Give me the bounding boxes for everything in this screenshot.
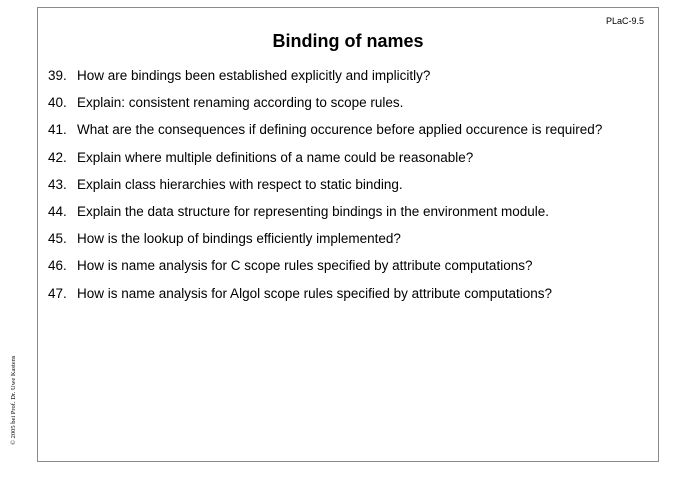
question-item-42	[48, 150, 654, 177]
question-number: 43.	[48, 176, 67, 192]
question-number: 47.	[48, 285, 67, 301]
question-text: How is the lookup of bindings efficiently implemented?	[77, 231, 401, 247]
question-text: How is name analysis for Algol scope rules specified by attribute computations?	[77, 285, 552, 301]
question-text: Explain: consistent renaming according to scope rules.	[77, 95, 404, 111]
question-text: Explain the data structure for representing bindings in the environment module.	[77, 203, 550, 219]
question-text: What are the consequences if defining occurence before applied occurence is required?	[77, 122, 603, 138]
slide-title: Binding of names	[272, 31, 424, 51]
question-number: 40.	[48, 95, 67, 111]
question-number: 45.	[48, 231, 67, 247]
question-number: 41.	[48, 122, 67, 138]
question-item-44	[48, 204, 654, 231]
question-text: Explain class hierarchies with respect to static binding.	[77, 176, 403, 192]
question-number: 39.	[48, 68, 67, 83]
question-number: 46.	[48, 258, 67, 274]
question-list	[48, 68, 654, 313]
question-text: How are bindings been established explicitly and implicitly?	[77, 68, 431, 83]
slide-id: PLaC-9.5	[605, 16, 644, 26]
question-item-47	[48, 286, 654, 313]
question-item-40	[48, 95, 654, 122]
slide-frame	[37, 7, 659, 462]
question-text: Explain where multiple definitions of a name could be reasonable?	[77, 149, 474, 165]
question-number: 44.	[48, 203, 67, 219]
question-item-43	[48, 177, 654, 204]
question-item-41	[48, 122, 654, 149]
question-item-39	[48, 68, 654, 95]
question-text: How is name analysis for C scope rules specified by attribute computations?	[77, 258, 533, 274]
copyright-notice: © 2005 bei Prof. Dr. Uwe Kastens	[10, 355, 17, 445]
question-item-46	[48, 258, 654, 285]
question-number: 42.	[48, 149, 67, 165]
question-item-45	[48, 231, 654, 258]
